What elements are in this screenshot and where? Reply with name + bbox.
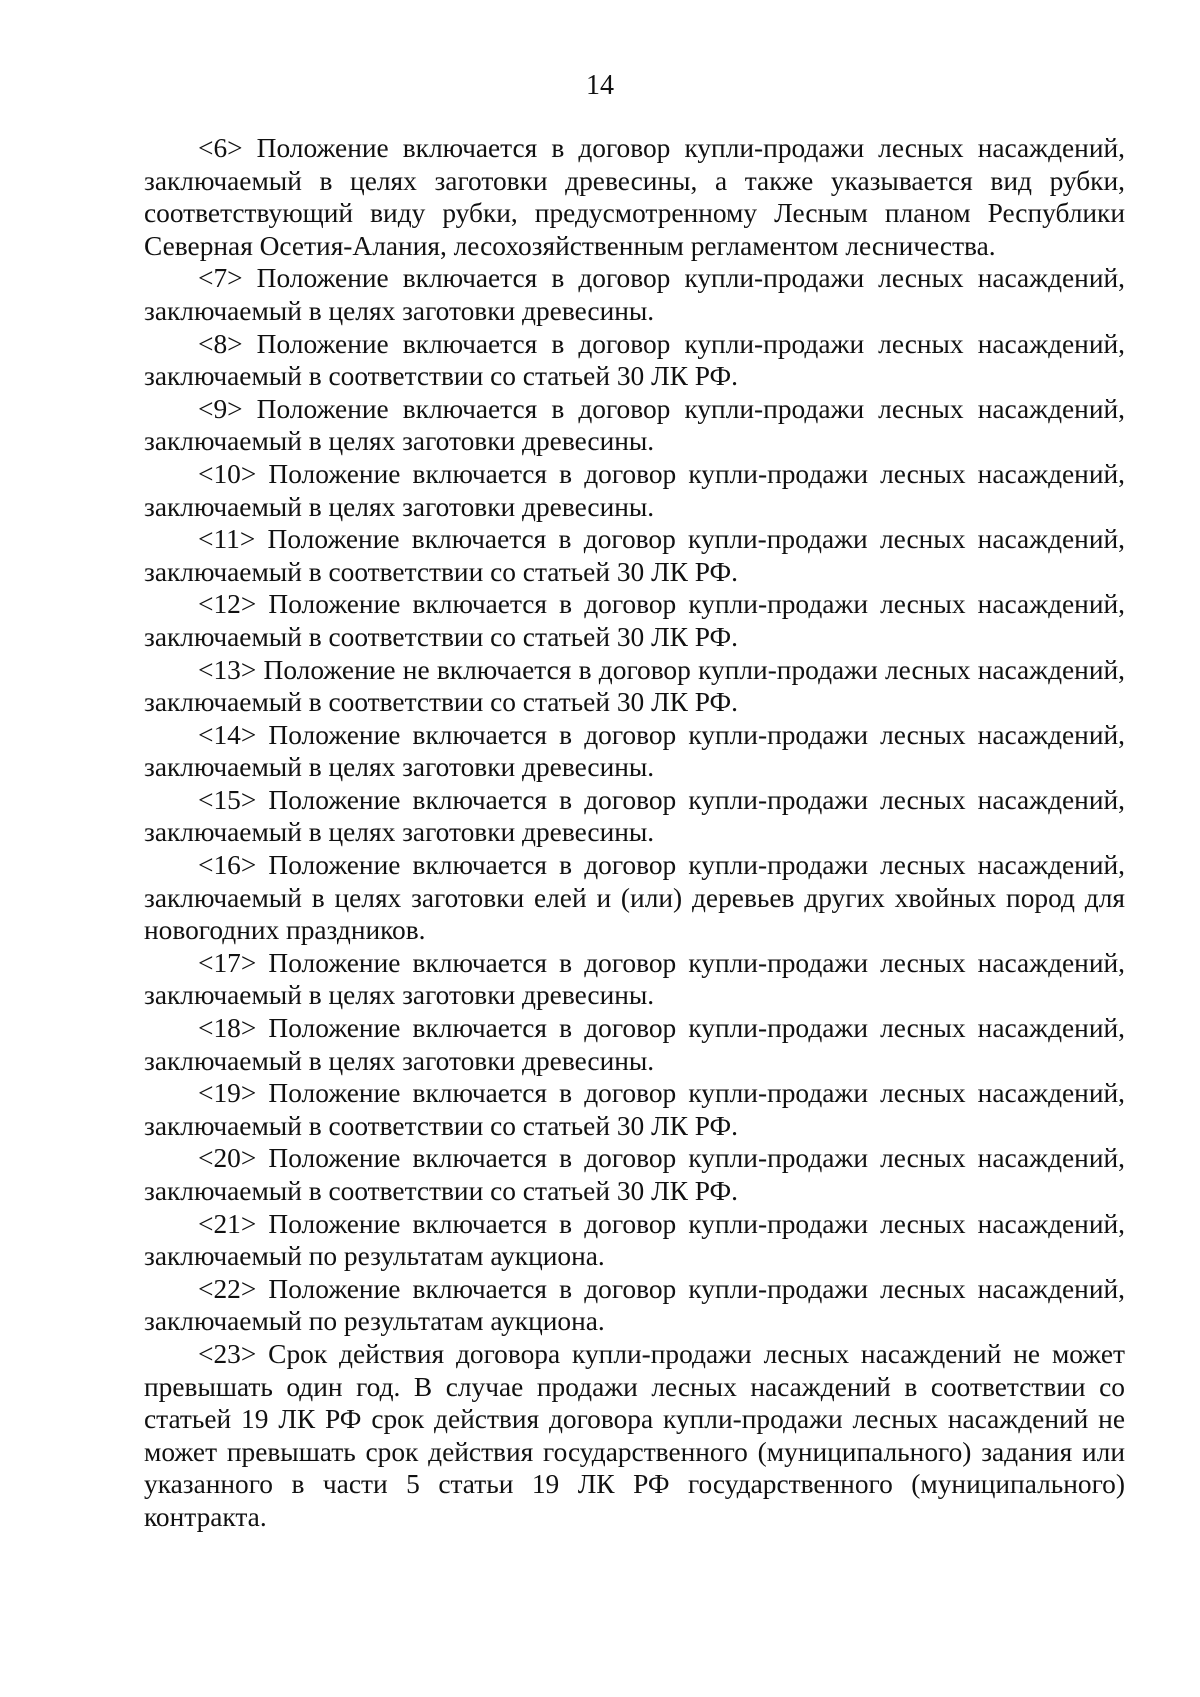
footnote-22: <22> Положение включается в договор купли-продажи лесных насаждений, заключаемый по результатам аукциона. [144,1273,1125,1337]
footnote-23: <23> Срок действия договора купли-продажи лесных насаждений не может превышать один год. В случае продажи лесных насаждений в соответствии со статьей 19 ЛК РФ срок действия договора купли-продажи лесных насаждений не может превышать срок действия государственного (муниципального) задания или указанного в части 5 статьи 19 ЛК РФ государственного (муниципального) контракта. [144,1338,1125,1532]
footnote-12: <12> Положение включается в договор купли-продажи лесных насаждений, заключаемый в соответствии со статьей 30 ЛК РФ. [144,589,1125,652]
footnote-8: <8> Положение включается в договор купли-продажи лесных насаждений, заключаемый в соответствии со статьей 30 ЛК РФ. [144,328,1125,392]
footnote-19: <19> Положение включается в договор купли-продажи лесных насаждений, заключаемый в соответствии со статьей 30 ЛК РФ. [144,1078,1125,1141]
page-number: 14 [586,70,614,101]
footnote-13: <13> Положение не включается в договор купли-продажи лесных насаждений, заключаемый в соответствии со статьей 30 ЛК РФ. [144,654,1125,718]
footnote-21: <21> Положение включается в договор купли-продажи лесных насаждений, заключаемый по результатам аукциона. [144,1208,1125,1272]
footnote-20: <20> Положение включается в договор купли-продажи лесных насаждений, заключаемый в соответствии со статьей 30 ЛК РФ. [144,1143,1125,1206]
footnote-18: <18> Положение включается в договор купли-продажи лесных насаждений, заключаемый в целях заготовки древесины. [144,1013,1125,1076]
footnotes-list [144,132,1125,1534]
footnote-15: <15> Положение включается в договор купли-продажи лесных насаждений, заключаемый в целях заготовки древесины. [144,784,1125,848]
footnote-10: <10> Положение включается в договор купли-продажи лесных насаждений, заключаемый в целях заготовки древесины. [144,458,1125,522]
footnote-11: <11> Положение включается в договор купли-продажи лесных насаждений, заключаемый в соответствии со статьей 30 ЛК РФ. [144,524,1125,587]
footnote-7: <7> Положение включается в договор купли-продажи лесных насаждений, заключаемый в целях заготовки древесины. [144,263,1125,326]
footnote-16: <16> Положение включается в договор купли-продажи лесных насаждений, заключаемый в целях заготовки елей и (или) деревьев других хвойных пород для новогодних праздников. [144,850,1125,946]
footnote-9: <9> Положение включается в договор купли-продажи лесных насаждений, заключаемый в целях заготовки древесины. [144,393,1125,457]
footnote-17: <17> Положение включается в договор купли-продажи лесных насаждений, заключаемый в целях заготовки древесины. [144,947,1125,1011]
footnote-14: <14> Положение включается в договор купли-продажи лесных насаждений, заключаемый в целях заготовки древесины. [144,719,1125,783]
footnote-6: <6> Положение включается в договор купли-продажи лесных насаждений, заключаемый в целях заготовки древесины, а также указывается вид рубки, соответствующий виду рубки, предусмотренному Лесным планом Республики Северная Осетия-Алания, лесохозяйственным регламентом лесничества. [144,133,1125,261]
